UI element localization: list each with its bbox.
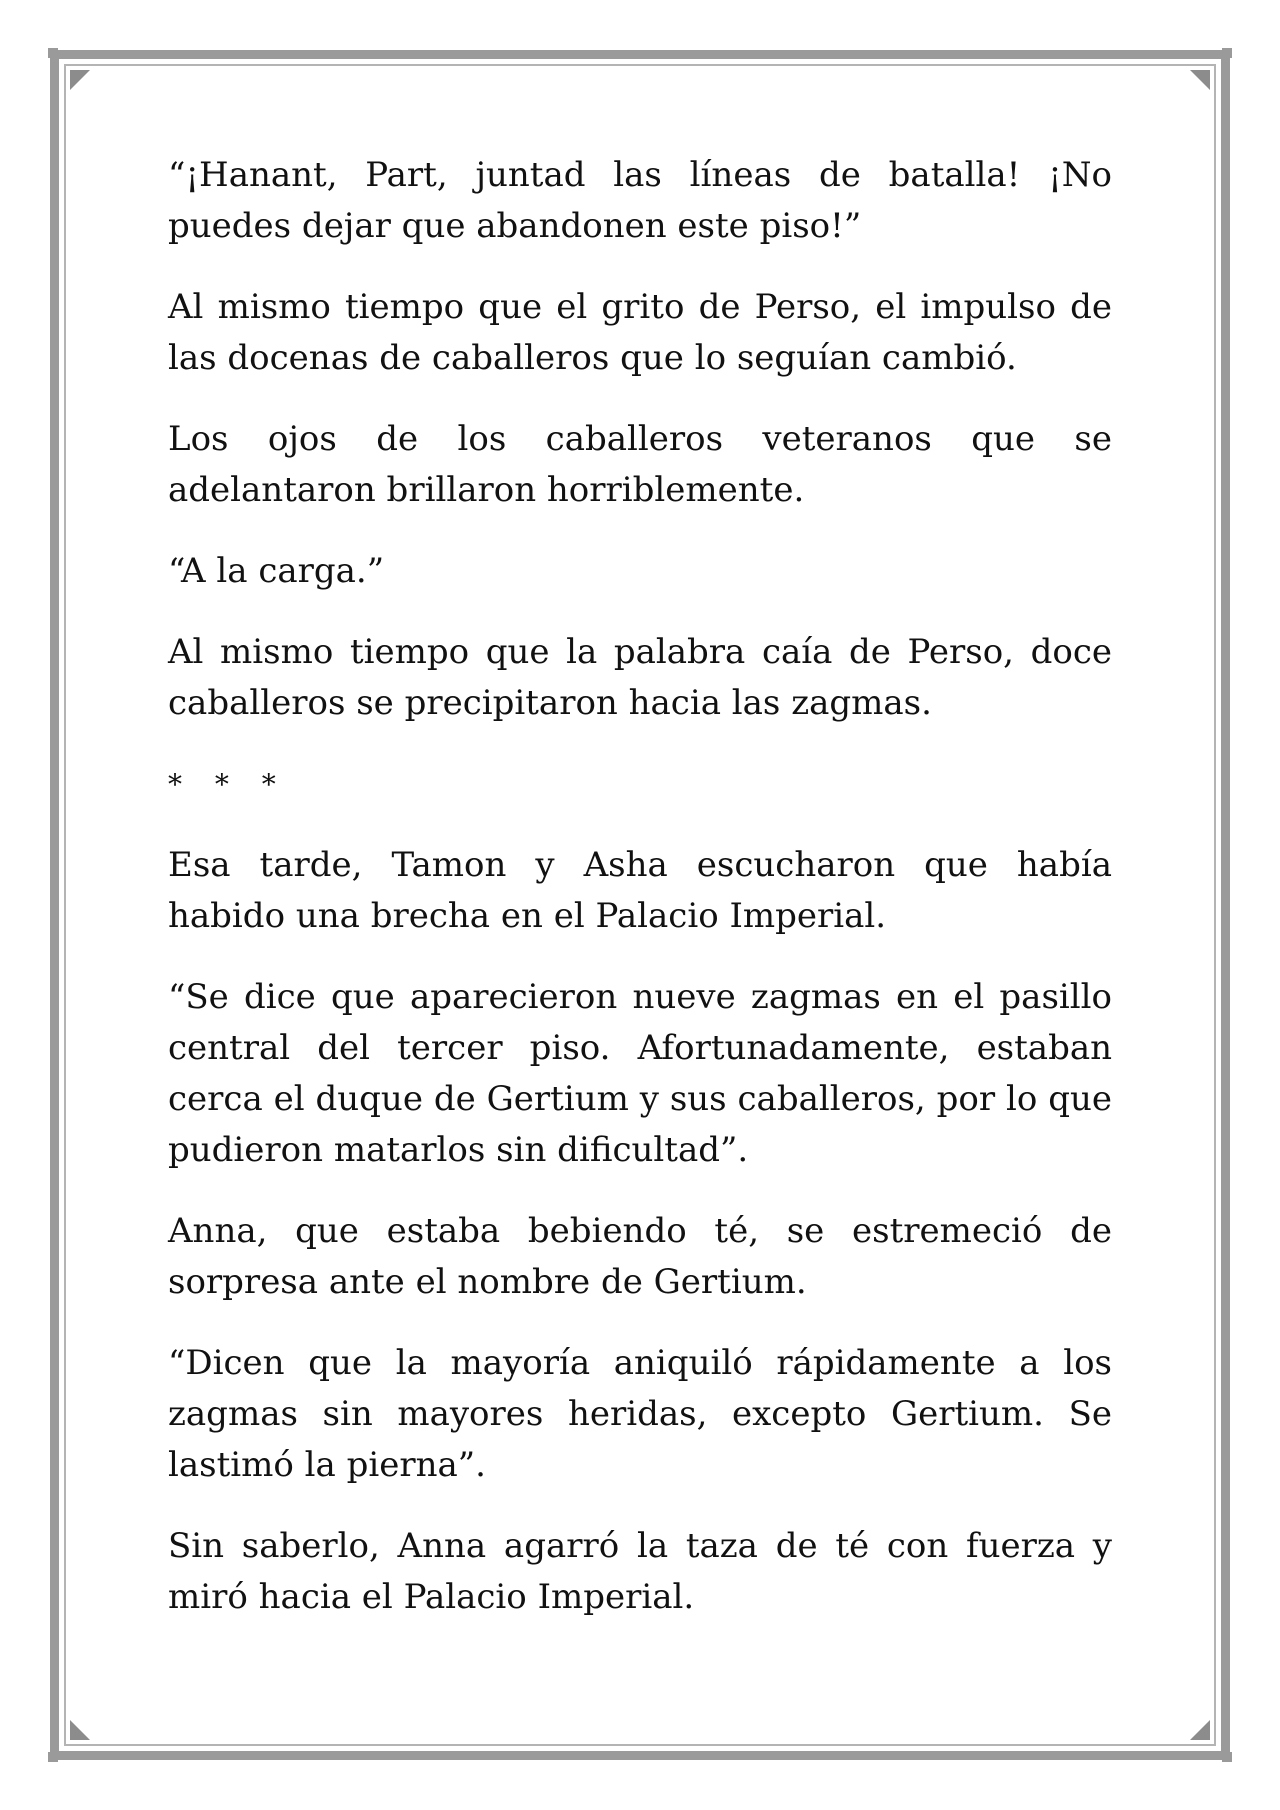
paragraph: Esa tarde, Tamon y Asha escucharon que había habido una brecha en el Palacio Imperial. [168, 845, 1112, 936]
corner-triangle-bottom-right [1190, 1720, 1210, 1740]
corner-triangle-top-right [1190, 70, 1210, 90]
corner-ornament-bottom-left [48, 1752, 58, 1762]
corner-triangle-bottom-left [70, 1720, 90, 1740]
paragraph: “Se dice que aparecieron nueve zagmas en el pasillo central del tercer piso. Afortunadamente, estaban cerca el duque de Gertium y sus caballeros, por lo que pudieron matarlos sin dificultad”. [168, 977, 1112, 1170]
paragraph: “¡Hanant, Part, juntad las líneas de batalla! ¡No puedes dejar que abandonen este piso!” [168, 155, 1112, 246]
paragraph: Al mismo tiempo que el grito de Perso, el impulso de las docenas de caballeros que lo seguían cambió. [168, 287, 1112, 378]
paragraph: “Dicen que la mayoría aniquiló rápidamente a los zagmas sin mayores heridas, excepto Gertium. Se lastimó la pierna”. [168, 1343, 1112, 1485]
corner-ornament-bottom-right [1222, 1752, 1232, 1762]
paragraph: Sin saberlo, Anna agarró la taza de té con fuerza y miró hacia el Palacio Imperial. [168, 1526, 1112, 1617]
paragraph: Los ojos de los caballeros veteranos que se adelantaron brillaron horriblemente. [168, 419, 1112, 510]
paragraph: “A la carga.” [168, 551, 385, 591]
scene-break: * * * [168, 768, 288, 801]
paragraph: Al mismo tiempo que la palabra caía de Perso, doce caballeros se precipitaron hacia las zagmas. [168, 632, 1112, 723]
corner-triangle-top-left [70, 70, 90, 90]
corner-ornament-top-right [1222, 48, 1232, 58]
corner-ornament-top-left [48, 48, 58, 58]
page-body-text [168, 150, 1112, 1653]
paragraph: Anna, que estaba bebiendo té, se estremeció de sorpresa ante el nombre de Gertium. [168, 1211, 1112, 1302]
